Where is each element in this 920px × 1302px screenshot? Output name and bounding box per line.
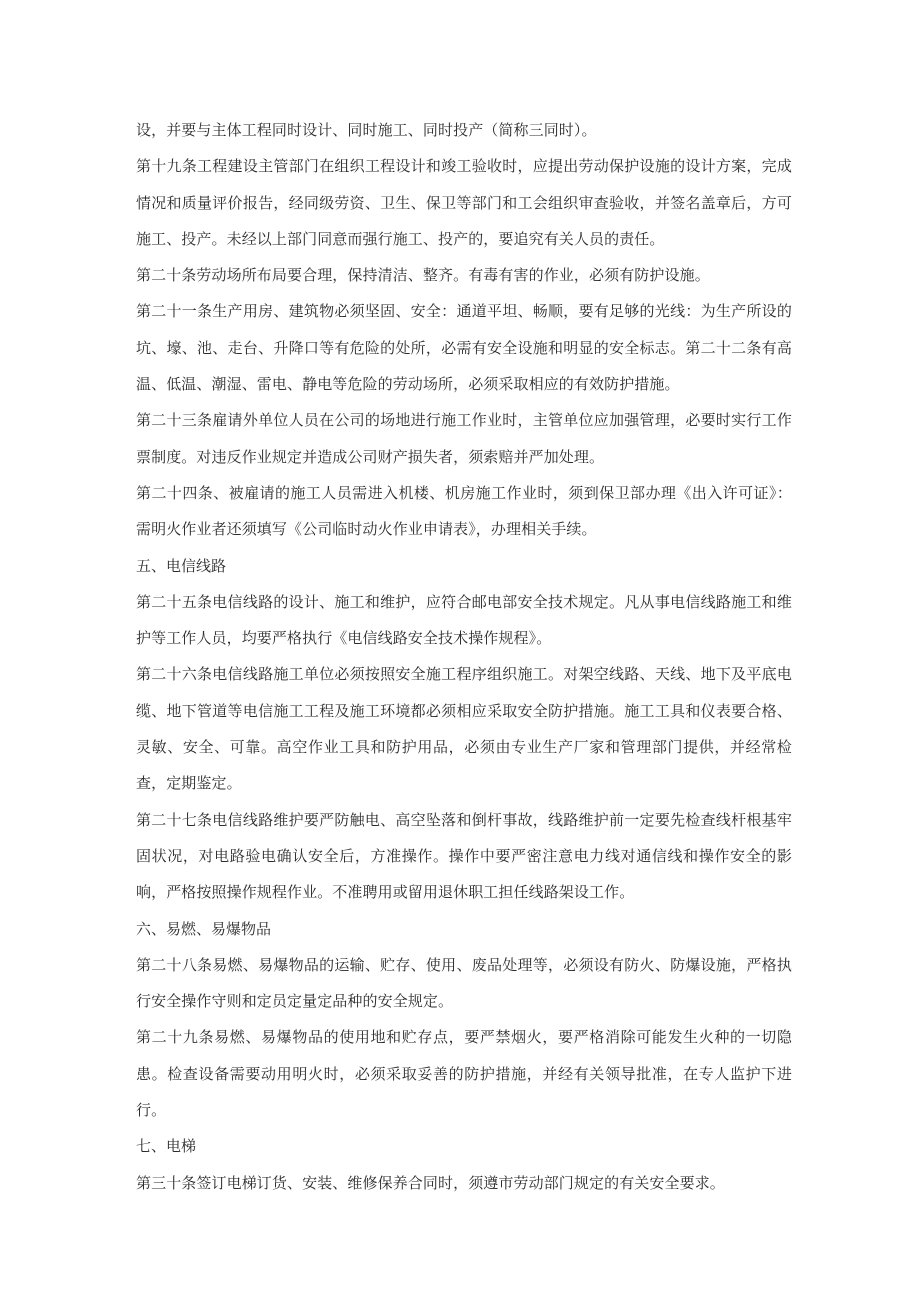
paragraph: 第二十条劳动场所布局要合理，保持清洁、整齐。有毒有害的作业，必须有防护设施。 xyxy=(136,266,710,285)
paragraph: 第二十三条雇请外单位人员在公司的场地进行施工作业时，主管单位应加强管理，必要时实行工作票制度。对违反作业规定并造成公司财产损失者，须索赔并严加处理。 xyxy=(136,411,792,466)
paragraph: 第二十七条电信线路维护要严防触电、高空坠落和倒杆事故，线路维护前一定要先检查线杆根基牢固状况，对电路验电确认安全后，方准操作。操作中要严密注意电力线对通信线和操作安全的影响，严格按照操作规程作业。不准聘用或留用退休职工担任线路架设工作。 xyxy=(136,810,792,902)
paragraph: 第二十一条生产用房、建筑物必须坚固、安全：通道平坦、畅顺，要有足够的光线：为生产所设的坑、壕、池、走台、升降口等有危险的处所，必需有安全设施和明显的安全标志。第二十二条有高温、低温、潮湿、雷电、静电等危险的劳动场所，必须采取相应的有效防护措施。 xyxy=(136,302,792,394)
paragraph: 第二十四条、被雇请的施工人员需进入机楼、机房施工作业时，须到保卫部办理《出入许可证》：需明火作业者还须填写《公司临时动火作业申请表》，办理相关手续。 xyxy=(136,483,792,539)
paragraph: 第二十六条电信线路施工单位必须按照安全施工程序组织施工。对架空线路、天线、地下及平底电缆、地下管道等电信施工工程及施工环境都必须相应采取安全防护措施。施工工具和仪表要合格、灵敏、安全、可靠。高空作业工具和防护用品，必须由专业生产厂家和管理部门提供，并经常检查，定期鉴定。 xyxy=(136,665,792,793)
section-heading: 五、电信线路 xyxy=(136,556,227,575)
section-heading: 七、电梯 xyxy=(136,1137,197,1156)
paragraph: 第二十八条易燃、易爆物品的运输、贮存、使用、废品处理等，必须设有防火、防爆设施，严格执行安全操作守则和定员定量定品种的安全规定。 xyxy=(136,955,792,1011)
paragraph: 第二十五条电信线路的设计、施工和维护，应符合邮电部安全技术规定。凡从事电信线路施工和维护等工作人员，均要严格执行《电信线路安全技术操作规程》。 xyxy=(136,592,792,648)
paragraph: 第三十条签订电梯订货、安装、维修保养合同时，须遵市劳动部门规定的有关安全要求。 xyxy=(136,1173,725,1192)
paragraph: 第十九条工程建设主管部门在组织工程设计和竣工验收时，应提出劳动保护设施的设计方案，完成情况和质量评价报告，经同级劳资、卫生、保卫等部门和工会组织审查验收，并签名盖章后，方可施工、投产。未经以上部门同意而强行施工、投产的，要追究有关人员的责任。 xyxy=(136,157,792,248)
document-body xyxy=(136,112,792,1201)
paragraph: 第二十九条易燃、易爆物品的使用地和贮存点，要严禁烟火，要严格消除可能发生火种的一切隐患。检查设备需要动用明火时，必须采取妥善的防护措施，并经有关领导批准，在专人监护下进行。 xyxy=(136,1028,792,1120)
paragraph: 设，并要与主体工程同时设计、同时施工、同时投产（简称三同时）。 xyxy=(136,121,597,139)
section-heading: 六、易燃、易爆物品 xyxy=(136,919,272,938)
